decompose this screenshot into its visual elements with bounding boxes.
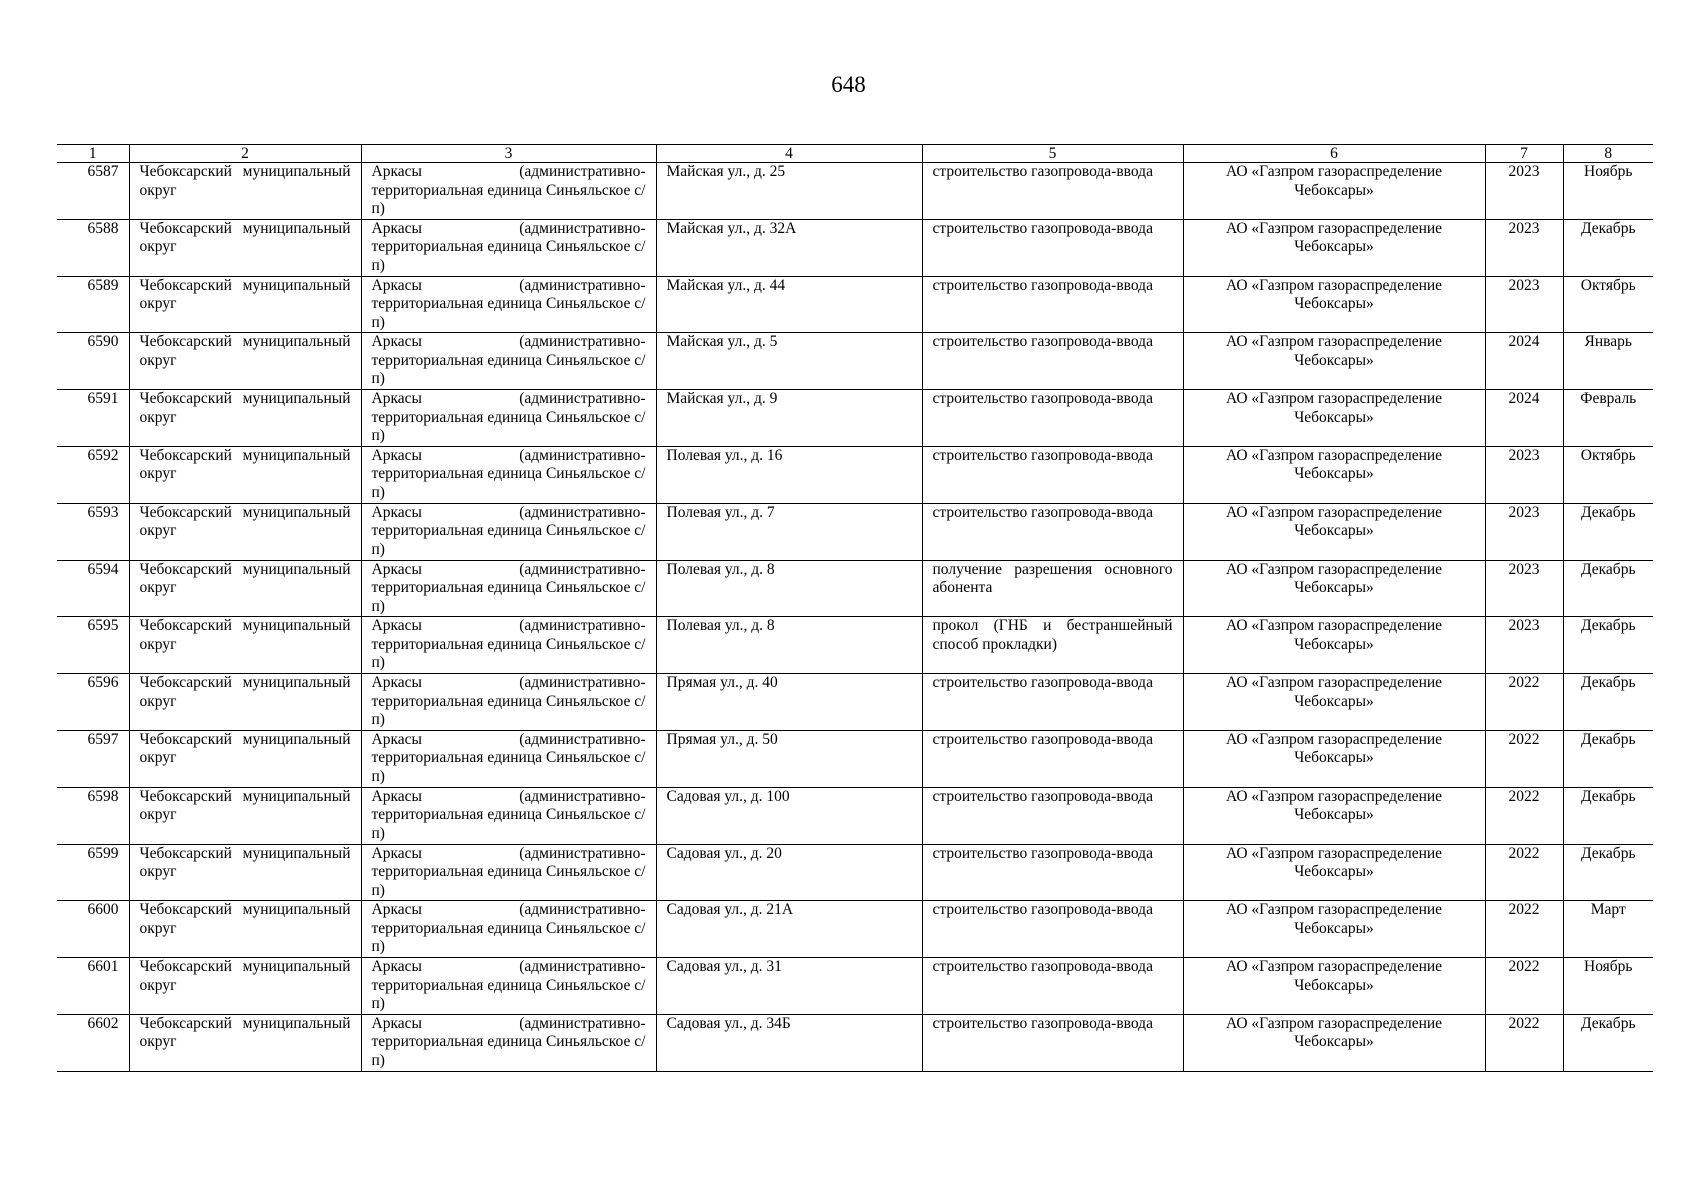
organization-cell: АО «Газпром газораспределение Чебоксары» bbox=[1183, 901, 1485, 958]
address-cell: Садовая ул., д. 20 bbox=[656, 844, 922, 901]
table-row bbox=[57, 446, 1653, 503]
year-cell: 2023 bbox=[1485, 219, 1563, 276]
year-cell: 2022 bbox=[1485, 730, 1563, 787]
row-number-cell: 6593 bbox=[57, 503, 129, 560]
month-cell: Ноябрь bbox=[1563, 163, 1653, 220]
table-row bbox=[57, 503, 1653, 560]
year-cell: 2022 bbox=[1485, 1014, 1563, 1071]
work-type-cell: строительство газопровода-ввода bbox=[922, 844, 1183, 901]
locality-cell: Аркасы (административно-территориальная единица Синьяльское с/п) bbox=[361, 163, 656, 220]
row-number-cell: 6591 bbox=[57, 390, 129, 447]
work-type-cell: строительство газопровода-ввода bbox=[922, 163, 1183, 220]
column-header: 1 bbox=[57, 145, 129, 163]
district-cell: Чебоксарский муниципальный округ bbox=[129, 163, 361, 220]
row-number-cell: 6601 bbox=[57, 958, 129, 1015]
row-number-cell: 6602 bbox=[57, 1014, 129, 1071]
locality-cell: Аркасы (административно-территориальная единица Синьяльское с/п) bbox=[361, 844, 656, 901]
district-cell: Чебоксарский муниципальный округ bbox=[129, 390, 361, 447]
address-cell: Садовая ул., д. 21А bbox=[656, 901, 922, 958]
month-cell: Ноябрь bbox=[1563, 958, 1653, 1015]
district-cell: Чебоксарский муниципальный округ bbox=[129, 446, 361, 503]
column-header: 5 bbox=[922, 145, 1183, 163]
year-cell: 2023 bbox=[1485, 617, 1563, 674]
organization-cell: АО «Газпром газораспределение Чебоксары» bbox=[1183, 617, 1485, 674]
district-cell: Чебоксарский муниципальный округ bbox=[129, 560, 361, 617]
year-cell: 2023 bbox=[1485, 503, 1563, 560]
address-cell: Полевая ул., д. 8 bbox=[656, 617, 922, 674]
address-cell: Прямая ул., д. 50 bbox=[656, 730, 922, 787]
table-row bbox=[57, 276, 1653, 333]
locality-cell: Аркасы (административно-территориальная единица Синьяльское с/п) bbox=[361, 333, 656, 390]
row-number-cell: 6599 bbox=[57, 844, 129, 901]
organization-cell: АО «Газпром газораспределение Чебоксары» bbox=[1183, 730, 1485, 787]
table-row bbox=[57, 390, 1653, 447]
district-cell: Чебоксарский муниципальный округ bbox=[129, 503, 361, 560]
district-cell: Чебоксарский муниципальный округ bbox=[129, 674, 361, 731]
page-number: 648 bbox=[831, 72, 866, 97]
organization-cell: АО «Газпром газораспределение Чебоксары» bbox=[1183, 560, 1485, 617]
organization-cell: АО «Газпром газораспределение Чебоксары» bbox=[1183, 787, 1485, 844]
month-cell: Декабрь bbox=[1563, 674, 1653, 731]
table-row bbox=[57, 674, 1653, 731]
table-row bbox=[57, 901, 1653, 958]
district-cell: Чебоксарский муниципальный округ bbox=[129, 276, 361, 333]
district-cell: Чебоксарский муниципальный округ bbox=[129, 901, 361, 958]
organization-cell: АО «Газпром газораспределение Чебоксары» bbox=[1183, 390, 1485, 447]
month-cell: Декабрь bbox=[1563, 503, 1653, 560]
register-table bbox=[57, 144, 1653, 1072]
organization-cell: АО «Газпром газораспределение Чебоксары» bbox=[1183, 163, 1485, 220]
address-cell: Майская ул., д. 5 bbox=[656, 333, 922, 390]
column-header: 3 bbox=[361, 145, 656, 163]
table-row bbox=[57, 163, 1653, 220]
row-number-cell: 6592 bbox=[57, 446, 129, 503]
table-row bbox=[57, 617, 1653, 674]
year-cell: 2023 bbox=[1485, 163, 1563, 220]
work-type-cell: строительство газопровода-ввода bbox=[922, 390, 1183, 447]
month-cell: Октябрь bbox=[1563, 446, 1653, 503]
column-header: 7 bbox=[1485, 145, 1563, 163]
table-row bbox=[57, 333, 1653, 390]
year-cell: 2022 bbox=[1485, 844, 1563, 901]
column-header: 8 bbox=[1563, 145, 1653, 163]
address-cell: Садовая ул., д. 34Б bbox=[656, 1014, 922, 1071]
district-cell: Чебоксарский муниципальный округ bbox=[129, 617, 361, 674]
locality-cell: Аркасы (административно-территориальная единица Синьяльское с/п) bbox=[361, 503, 656, 560]
district-cell: Чебоксарский муниципальный округ bbox=[129, 1014, 361, 1071]
organization-cell: АО «Газпром газораспределение Чебоксары» bbox=[1183, 674, 1485, 731]
address-cell: Полевая ул., д. 16 bbox=[656, 446, 922, 503]
district-cell: Чебоксарский муниципальный округ bbox=[129, 730, 361, 787]
year-cell: 2022 bbox=[1485, 674, 1563, 731]
locality-cell: Аркасы (административно-территориальная единица Синьяльское с/п) bbox=[361, 730, 656, 787]
address-cell: Майская ул., д. 44 bbox=[656, 276, 922, 333]
locality-cell: Аркасы (административно-территориальная единица Синьяльское с/п) bbox=[361, 446, 656, 503]
month-cell: Октябрь bbox=[1563, 276, 1653, 333]
year-cell: 2024 bbox=[1485, 390, 1563, 447]
month-cell: Декабрь bbox=[1563, 560, 1653, 617]
address-cell: Садовая ул., д. 100 bbox=[656, 787, 922, 844]
district-cell: Чебоксарский муниципальный округ bbox=[129, 333, 361, 390]
district-cell: Чебоксарский муниципальный округ bbox=[129, 787, 361, 844]
locality-cell: Аркасы (административно-территориальная единица Синьяльское с/п) bbox=[361, 787, 656, 844]
month-cell: Январь bbox=[1563, 333, 1653, 390]
row-number-cell: 6588 bbox=[57, 219, 129, 276]
table-body bbox=[57, 163, 1653, 1072]
table-row bbox=[57, 730, 1653, 787]
locality-cell: Аркасы (административно-территориальная единица Синьяльское с/п) bbox=[361, 390, 656, 447]
row-number-cell: 6587 bbox=[57, 163, 129, 220]
organization-cell: АО «Газпром газораспределение Чебоксары» bbox=[1183, 219, 1485, 276]
work-type-cell: строительство газопровода-ввода bbox=[922, 901, 1183, 958]
work-type-cell: строительство газопровода-ввода bbox=[922, 730, 1183, 787]
locality-cell: Аркасы (административно-территориальная единица Синьяльское с/п) bbox=[361, 958, 656, 1015]
work-type-cell: строительство газопровода-ввода bbox=[922, 503, 1183, 560]
year-cell: 2023 bbox=[1485, 560, 1563, 617]
work-type-cell: строительство газопровода-ввода bbox=[922, 674, 1183, 731]
year-cell: 2023 bbox=[1485, 276, 1563, 333]
table-row bbox=[57, 844, 1653, 901]
locality-cell: Аркасы (административно-территориальная единица Синьяльское с/п) bbox=[361, 901, 656, 958]
work-type-cell: прокол (ГНБ и бестраншейный способ прокладки) bbox=[922, 617, 1183, 674]
table-row bbox=[57, 787, 1653, 844]
organization-cell: АО «Газпром газораспределение Чебоксары» bbox=[1183, 503, 1485, 560]
year-cell: 2023 bbox=[1485, 446, 1563, 503]
organization-cell: АО «Газпром газораспределение Чебоксары» bbox=[1183, 446, 1485, 503]
locality-cell: Аркасы (административно-территориальная единица Синьяльское с/п) bbox=[361, 1014, 656, 1071]
work-type-cell: строительство газопровода-ввода bbox=[922, 787, 1183, 844]
table-row bbox=[57, 560, 1653, 617]
month-cell: Февраль bbox=[1563, 390, 1653, 447]
row-number-cell: 6595 bbox=[57, 617, 129, 674]
year-cell: 2022 bbox=[1485, 958, 1563, 1015]
row-number-cell: 6598 bbox=[57, 787, 129, 844]
organization-cell: АО «Газпром газораспределение Чебоксары» bbox=[1183, 844, 1485, 901]
work-type-cell: строительство газопровода-ввода bbox=[922, 333, 1183, 390]
column-header: 4 bbox=[656, 145, 922, 163]
row-number-cell: 6597 bbox=[57, 730, 129, 787]
column-number-row bbox=[57, 145, 1653, 163]
column-header: 2 bbox=[129, 145, 361, 163]
month-cell: Декабрь bbox=[1563, 617, 1653, 674]
row-number-cell: 6596 bbox=[57, 674, 129, 731]
address-cell: Прямая ул., д. 40 bbox=[656, 674, 922, 731]
row-number-cell: 6589 bbox=[57, 276, 129, 333]
work-type-cell: строительство газопровода-ввода bbox=[922, 958, 1183, 1015]
address-cell: Майская ул., д. 9 bbox=[656, 390, 922, 447]
work-type-cell: строительство газопровода-ввода bbox=[922, 276, 1183, 333]
month-cell: Декабрь bbox=[1563, 219, 1653, 276]
district-cell: Чебоксарский муниципальный округ bbox=[129, 958, 361, 1015]
table-row bbox=[57, 958, 1653, 1015]
month-cell: Декабрь bbox=[1563, 1014, 1653, 1071]
month-cell: Декабрь bbox=[1563, 844, 1653, 901]
organization-cell: АО «Газпром газораспределение Чебоксары» bbox=[1183, 333, 1485, 390]
year-cell: 2022 bbox=[1485, 787, 1563, 844]
row-number-cell: 6600 bbox=[57, 901, 129, 958]
address-cell: Садовая ул., д. 31 bbox=[656, 958, 922, 1015]
address-cell: Майская ул., д. 25 bbox=[656, 163, 922, 220]
work-type-cell: строительство газопровода-ввода bbox=[922, 219, 1183, 276]
work-type-cell: строительство газопровода-ввода bbox=[922, 1014, 1183, 1071]
locality-cell: Аркасы (административно-территориальная единица Синьяльское с/п) bbox=[361, 617, 656, 674]
address-cell: Майская ул., д. 32А bbox=[656, 219, 922, 276]
locality-cell: Аркасы (административно-территориальная единица Синьяльское с/п) bbox=[361, 276, 656, 333]
organization-cell: АО «Газпром газораспределение Чебоксары» bbox=[1183, 958, 1485, 1015]
locality-cell: Аркасы (административно-территориальная единица Синьяльское с/п) bbox=[361, 674, 656, 731]
district-cell: Чебоксарский муниципальный округ bbox=[129, 844, 361, 901]
month-cell: Март bbox=[1563, 901, 1653, 958]
table-row bbox=[57, 1014, 1653, 1071]
table-row bbox=[57, 219, 1653, 276]
locality-cell: Аркасы (административно-территориальная единица Синьяльское с/п) bbox=[361, 219, 656, 276]
work-type-cell: получение разрешения основного абонента bbox=[922, 560, 1183, 617]
year-cell: 2022 bbox=[1485, 901, 1563, 958]
locality-cell: Аркасы (административно-территориальная единица Синьяльское с/п) bbox=[361, 560, 656, 617]
address-cell: Полевая ул., д. 7 bbox=[656, 503, 922, 560]
year-cell: 2024 bbox=[1485, 333, 1563, 390]
month-cell: Декабрь bbox=[1563, 787, 1653, 844]
district-cell: Чебоксарский муниципальный округ bbox=[129, 219, 361, 276]
row-number-cell: 6594 bbox=[57, 560, 129, 617]
address-cell: Полевая ул., д. 8 bbox=[656, 560, 922, 617]
organization-cell: АО «Газпром газораспределение Чебоксары» bbox=[1183, 1014, 1485, 1071]
work-type-cell: строительство газопровода-ввода bbox=[922, 446, 1183, 503]
organization-cell: АО «Газпром газораспределение Чебоксары» bbox=[1183, 276, 1485, 333]
month-cell: Декабрь bbox=[1563, 730, 1653, 787]
row-number-cell: 6590 bbox=[57, 333, 129, 390]
column-header: 6 bbox=[1183, 145, 1485, 163]
